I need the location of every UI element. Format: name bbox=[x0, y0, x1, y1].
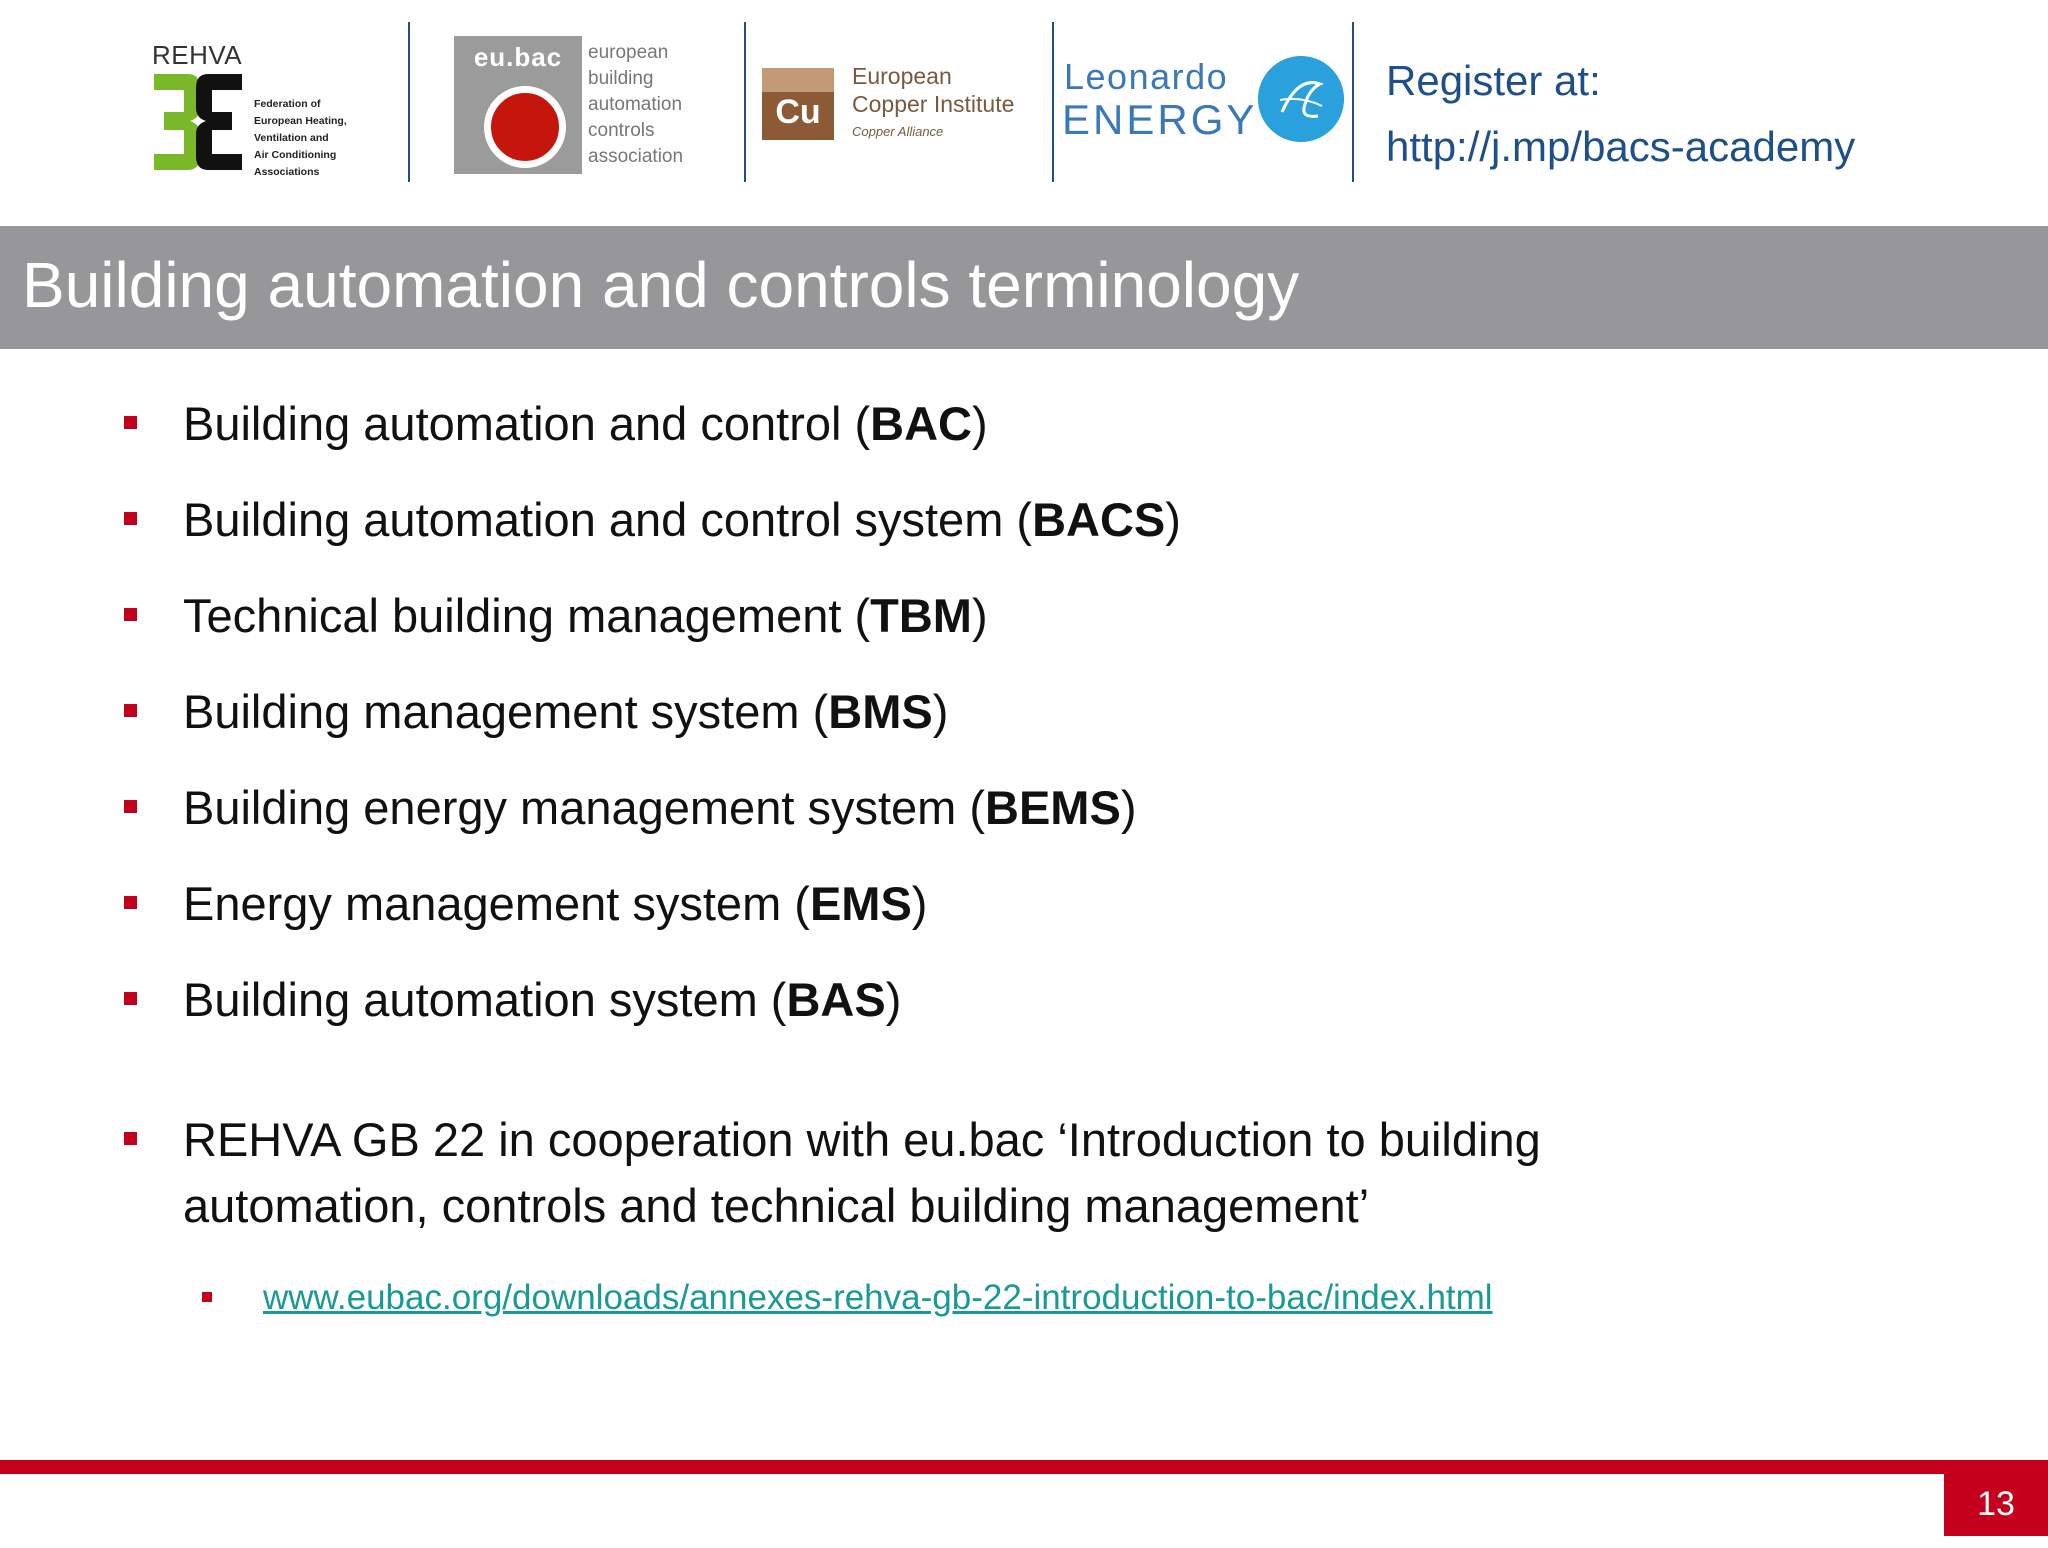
eubac-red-circle-icon bbox=[484, 86, 566, 168]
logo-divider bbox=[408, 22, 410, 182]
reference-line2: automation, controls and technical building management’ bbox=[183, 1179, 1370, 1232]
term-text: Building automation system ( bbox=[183, 973, 787, 1026]
eubac-box bbox=[454, 36, 582, 174]
bullet-square-icon bbox=[124, 1132, 137, 1145]
list-item-text bbox=[183, 780, 1136, 836]
european-copper-institute-logo bbox=[762, 62, 1032, 152]
reference-link[interactable]: www.eubac.org/downloads/annexes-rehva-gb-22-introduction-to-bac/index.html bbox=[263, 1278, 1493, 1317]
eubac-desc-line: european bbox=[588, 42, 669, 63]
title-bar bbox=[0, 226, 2048, 349]
copper-cu-mark: Cu bbox=[775, 93, 821, 131]
term-text: Building energy management system ( bbox=[183, 781, 986, 834]
rehva-desc-line: Ventilation and bbox=[254, 132, 329, 144]
bullet-square-icon bbox=[124, 800, 137, 813]
term-close: ) bbox=[971, 397, 988, 450]
rehva-desc-line: Federation of bbox=[254, 98, 321, 110]
energy-word: ENERGY bbox=[1062, 96, 1258, 143]
rehva-desc-line: Associations bbox=[254, 166, 320, 178]
list-item-text bbox=[183, 972, 901, 1028]
list-item-text bbox=[183, 588, 988, 644]
bullet-square-icon bbox=[124, 992, 137, 1005]
eubac-logo bbox=[454, 36, 714, 178]
term-close: ) bbox=[932, 685, 949, 738]
leonardo-energy-logo bbox=[1062, 52, 1352, 152]
eubac-box-title: eu.bac bbox=[473, 42, 563, 72]
term-close: ) bbox=[1165, 493, 1181, 546]
rehva-desc-line: Air Conditioning bbox=[254, 149, 337, 161]
slide-title: Building automation and controls terminology bbox=[22, 249, 1300, 321]
term-text: Energy management system ( bbox=[183, 877, 810, 930]
copper-cu-icon bbox=[762, 68, 834, 140]
footer-red-line bbox=[0, 1460, 1944, 1474]
bullet-square-icon bbox=[124, 416, 137, 429]
term-text: Technical building management ( bbox=[183, 589, 871, 642]
leonardo-globe-icon bbox=[1258, 56, 1344, 142]
eubac-description bbox=[588, 40, 683, 170]
term-abbr: BACS bbox=[1032, 493, 1166, 546]
logo-divider bbox=[744, 22, 746, 182]
term-close: ) bbox=[971, 589, 988, 642]
register-url[interactable]: http://j.mp/bacs-academy bbox=[1386, 123, 1856, 170]
list-item-text bbox=[183, 492, 1181, 548]
bullet-square-icon bbox=[124, 896, 137, 909]
eci-line1: European bbox=[852, 63, 952, 89]
eubac-desc-line: building bbox=[588, 68, 654, 89]
term-abbr: BMS bbox=[828, 685, 933, 738]
term-text: Building automation and control system ( bbox=[183, 493, 1033, 546]
eci-line3: Copper Alliance bbox=[852, 124, 944, 139]
sub-bullet-square-icon bbox=[202, 1292, 212, 1302]
term-text: Building automation and control ( bbox=[183, 397, 871, 450]
logo-divider bbox=[1352, 22, 1354, 182]
eubac-desc-line: association bbox=[588, 146, 684, 167]
term-abbr: EMS bbox=[809, 877, 912, 930]
bullet-square-icon bbox=[124, 608, 137, 621]
rehva-3e-mark-icon bbox=[150, 66, 245, 176]
bullet-square-icon bbox=[124, 512, 137, 525]
list-item-text bbox=[183, 876, 927, 932]
reference-line1: REHVA GB 22 in cooperation with eu.bac ‘Introduction to building bbox=[183, 1113, 1541, 1166]
term-close: ) bbox=[911, 877, 928, 930]
register-label: Register at: bbox=[1386, 57, 1601, 104]
rehva-description bbox=[254, 96, 347, 181]
logo-header bbox=[0, 0, 2048, 226]
eubac-desc-line: controls bbox=[588, 120, 655, 141]
page-number: 13 bbox=[1944, 1460, 2048, 1536]
term-abbr: TBM bbox=[870, 589, 972, 642]
term-abbr: BAC bbox=[870, 397, 972, 450]
rehva-desc-line: European Heating, bbox=[254, 115, 347, 127]
term-abbr: BEMS bbox=[985, 781, 1121, 834]
term-close: ) bbox=[1120, 781, 1137, 834]
list-item-text bbox=[183, 396, 988, 452]
eci-line2: Copper Institute bbox=[852, 91, 1015, 117]
eubac-desc-line: automation bbox=[588, 94, 683, 115]
term-abbr: BAS bbox=[786, 973, 886, 1026]
list-item-text bbox=[183, 684, 948, 740]
bullet-square-icon bbox=[124, 704, 137, 717]
rehva-wordmark: REHVA bbox=[152, 40, 243, 70]
term-text: Building management system ( bbox=[183, 685, 829, 738]
logo-divider bbox=[1052, 22, 1054, 182]
term-close: ) bbox=[885, 973, 902, 1026]
rehva-logo bbox=[150, 36, 390, 186]
leonardo-word: Leonardo bbox=[1064, 56, 1229, 97]
register-info bbox=[1386, 48, 1855, 180]
